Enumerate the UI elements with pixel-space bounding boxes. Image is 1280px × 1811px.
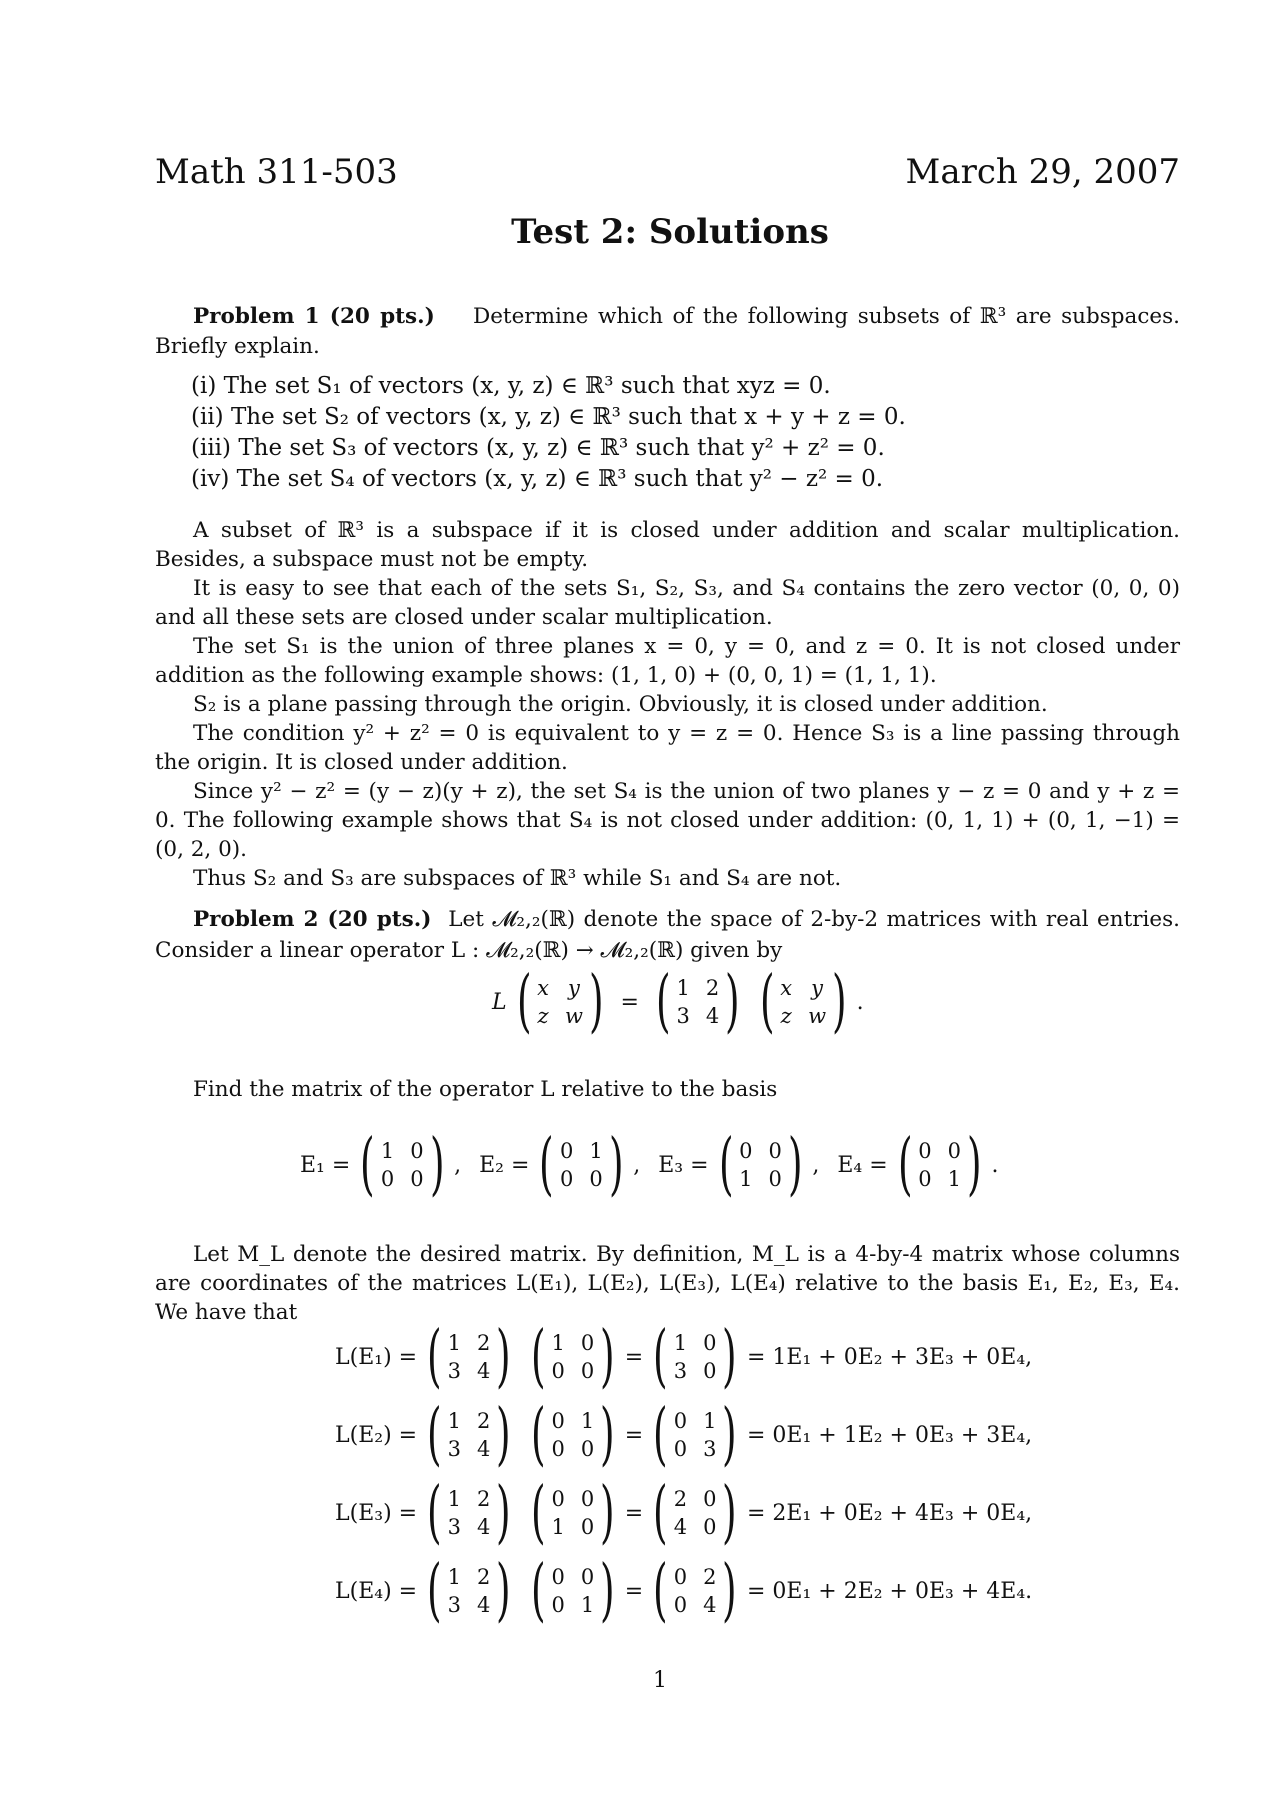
computation-row: L(E₄) = ( 1 2 3 4 ) ( 0 0 0 1 ) = ( 0 2 0 4 ) = 0E₁ + 2E₂ + 0E₃ + 4E₄. [335, 1551, 1033, 1630]
item-ii: (ii) The set S₂ of vectors (x, y, z) ∈ ℝ³ such that x + y + z = 0. [191, 404, 906, 430]
item-iv: (iv) The set S₄ of vectors (x, y, z) ∈ ℝ³ such that y² − z² = 0. [191, 466, 884, 492]
computations [335, 1318, 1032, 1630]
problem-1-items [155, 371, 1180, 495]
course-label: Math 311-503 [155, 152, 398, 192]
basis-E3: E₃ = ( 0 0 1 0 ) , [658, 1125, 820, 1204]
solution-paragraph: It is easy to see that each of the sets S₁, S₂, S₃, and S₄ contains the zero vector (0, 0, 0) and all these sets are closed under scalar multiplication. [155, 576, 1180, 630]
solution-paragraph: The set S₁ is the union of three planes x = 0, y = 0, and z = 0. It is not closed under addition as the following example shows: (1, 1, 0) + (0, 0, 1) = (1, 1, 1). [155, 634, 1180, 688]
solution-paragraph: Thus S₂ and S₃ are subspaces of ℝ³ while S₁ and S₄ are not. [193, 866, 842, 891]
problem-2-text: Let 𝓜₂,₂(ℝ) denote the space of 2-by-2 matrices with real entries. Consider a linear operator L : 𝓜₂,₂(ℝ) → 𝓜₂,₂(ℝ) given by [155, 907, 1180, 963]
find-text: Find the matrix of the operator L relative to the basis [193, 1077, 778, 1102]
solution-paragraph: Let M_L denote the desired matrix. By definition, M_L is a 4-by-4 matrix whose columns are coordinates of the matrices L(E₁), L(E₂), L(E₃), L(E₄) relative to the basis E₁, E₂, E₃, E₄. We have that [155, 1242, 1180, 1325]
computation-row: L(E₁) = ( 1 2 3 4 ) ( 1 0 0 0 ) = ( 1 0 3 0 ) = 1E₁ + 0E₂ + 3E₃ + 0E₄, [335, 1317, 1033, 1396]
problem-1-heading: Problem 1 (20 pts.) [193, 304, 435, 329]
solution-paragraph: Since y² − z² = (y − z)(y + z), the set S₄ is the union of two planes y − z = 0 and y + z = 0. The following example shows that S₄ is not closed under addition: (0, 1, 1) + (0, 1, −1) = (0, 2, 0). [155, 779, 1180, 862]
item-i: (i) The set S₁ of vectors (x, y, z) ∈ ℝ³ such that xyz = 0. [191, 373, 831, 399]
problem-1-statement [155, 302, 1180, 362]
page-title: Test 2: Solutions [511, 212, 829, 252]
matrix-A: ( 1 2 3 4 ) [655, 962, 740, 1041]
solution-paragraph: A subset of ℝ³ is a subspace if it is closed under addition and scalar multiplication. Besides, a subspace must not be empty. [155, 518, 1180, 572]
operator-definition: L ( x y z w ) = ( 1 2 3 4 ) ( x y z w ) . [492, 962, 864, 1041]
basis-E2: E₂ = ( 0 1 0 0 ) , [479, 1125, 641, 1204]
problem-1-solution [155, 516, 1180, 893]
computation-row: L(E₂) = ( 1 2 3 4 ) ( 0 1 0 0 ) = ( 0 1 0 3 ) = 0E₁ + 1E₂ + 0E₃ + 3E₄, [335, 1395, 1033, 1474]
basis-E4: E₄ = ( 0 0 0 1 ) . [837, 1125, 999, 1204]
problem-2-statement [155, 904, 1180, 966]
operator-label: L [492, 989, 507, 1015]
solution-paragraph: S₂ is a plane passing through the origin. Obviously, it is closed under addition. [193, 692, 1048, 717]
date-label: March 29, 2007 [905, 152, 1180, 192]
basis-row [300, 1125, 999, 1204]
basis-E1: E₁ = ( 1 0 0 0 ) , [300, 1125, 462, 1204]
matrix-X: ( x y z w ) [759, 962, 847, 1041]
matrix-X: ( x y z w ) [516, 962, 604, 1041]
problem-1-text: Determine which of the following subsets of ℝ³ are subspaces. Briefly explain. [155, 304, 1181, 359]
solution-paragraph: The condition y² + z² = 0 is equivalent to y = z = 0. Hence S₃ is a line passing through the origin. It is closed under addition. [155, 721, 1180, 775]
item-iii: (iii) The set S₃ of vectors (x, y, z) ∈ ℝ³ such that y² + z² = 0. [191, 435, 885, 461]
problem-2-solution [155, 1240, 1180, 1327]
find-text-block [155, 1075, 1180, 1105]
computation-row: L(E₃) = ( 1 2 3 4 ) ( 0 0 1 0 ) = ( 2 0 4 0 ) = 2E₁ + 0E₂ + 4E₃ + 0E₄, [335, 1473, 1033, 1552]
problem-2-heading: Problem 2 (20 pts.) [193, 907, 432, 932]
page-number: 1 [653, 1668, 667, 1693]
